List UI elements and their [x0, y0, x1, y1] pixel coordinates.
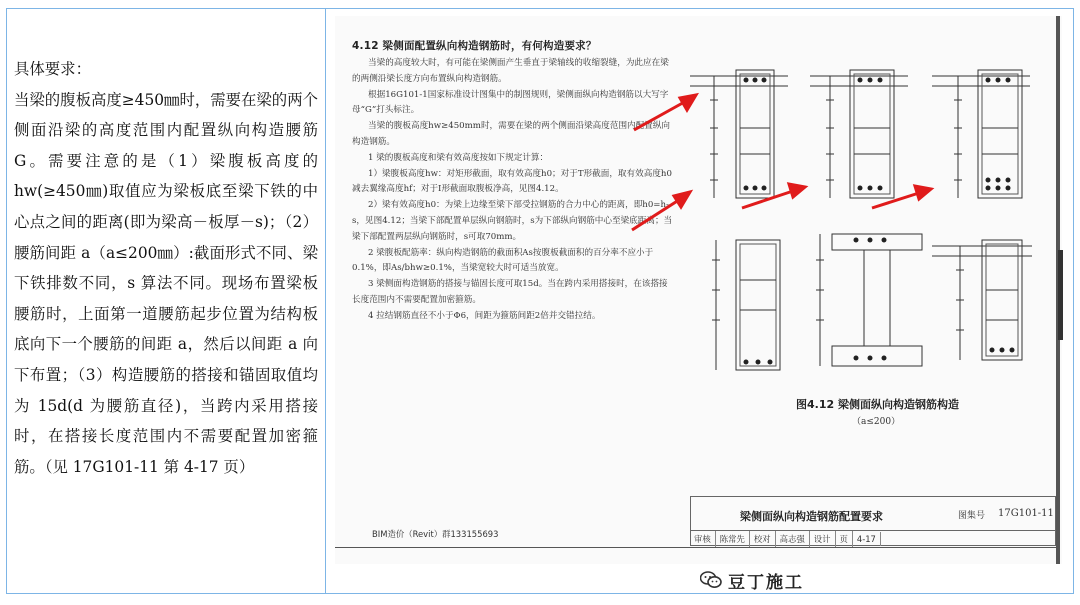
tb-cell: 陈常先 [716, 531, 750, 547]
scan-para-6: 2）梁有效高度h0：为梁上边缘至梁下部受拉钢筋的合力中心的距离，即h0=h-s，见图4.12；当梁下部配置单层纵向钢筋时，s为下部纵向钢筋中心至梁底距离；当梁下部配置两层纵向钢筋时，s可取70mm。 [352, 200, 673, 242]
requirements-heading: 具体要求： [14, 60, 91, 78]
watermark-text: 豆丁施工 [728, 572, 804, 593]
bim-group-note: BIM造价（Revit）群133155693 [372, 529, 499, 539]
section-4 [712, 240, 780, 370]
red-arrow-icon [634, 95, 696, 130]
section-3 [932, 70, 1030, 198]
scan-para-9: 4 拉结钢筋直径不小于Φ6，间距为箍筋间距2倍并交错拉结。 [368, 310, 601, 321]
title-block-title: 梁侧面纵向构造钢筋配置要求 [740, 510, 883, 523]
wechat-watermark [700, 565, 804, 595]
figure-caption: 图4.12 梁侧面纵向构造钢筋构造 [796, 398, 959, 411]
atlas-number-label: 图集号 [958, 511, 986, 521]
scan-para-1: 当梁的高度较大时，有可能在梁侧面产生垂直于梁轴线的收缩裂缝，为此应在梁的两侧沿梁长度方向布置纵向构造钢筋。 [352, 58, 669, 84]
page-bottom-rule [335, 547, 1060, 548]
tb-cell: 审核 [690, 531, 716, 547]
requirements-body: 当梁的腹板高度≥450㎜时，需要在梁的两个侧面沿梁的高度范围内配置纵向构造腰筋G。需要注意的是（1）梁腹板高度的 hw(≥450㎜)取值应为梁板底至梁下铁的中心点之间的距离(即为梁高－板厚－s)；（2）腰筋间距 a（a≤200㎜）:截面形式不同、梁下铁排数不同，s 算法不同。现场布置梁板腰筋时，上面第一道腰筋起步位置为结构板底向下一个腰筋的间距 a，然后以间距 a 向下布置；（3）构造腰筋的搭接和锚固取值均为 15d(d 为腰筋直径)，当跨内采用搭接时，在搭接长度范围内不需要配置加密箍筋。（见 17G101-11 第 4-17 页） [14, 90, 318, 476]
title-block-signature-row [690, 530, 1056, 547]
atlas-number: 17G101-11 [998, 508, 1054, 519]
red-arrow-icon [872, 186, 931, 208]
red-arrow-icon [632, 192, 690, 230]
scan-para-7: 2 梁腹板配筋率：纵向构造钢筋的截面积As按腹板截面积的百分率不应小于0.1%，即As/bhw≥0.1%，当梁宽较大时可适当放宽。 [352, 247, 654, 274]
scan-para-2: 根据16G101-1国家标准设计图集中的制图规则，梁侧面纵向构造钢筋以大写字母“G”打头标注。 [352, 89, 669, 116]
section-6 [932, 240, 1032, 360]
tb-cell: 4-17 [853, 532, 881, 546]
annotation-arrows [620, 86, 940, 236]
section-5-i-beam [816, 234, 922, 366]
tb-cell: 设计 [810, 531, 836, 547]
tb-cell: 校对 [750, 531, 776, 547]
question-title: 4.12 梁侧面配置纵向构造钢筋时，有何构造要求？ [352, 40, 597, 52]
scan-para-4: 1 梁的腹板高度和梁有效高度按如下规定计算： [368, 152, 549, 163]
scan-para-5: 1）梁腹板高度hw：对矩形截面，取有效高度h0；对于T形截面，取有效高度h0减去翼缘高度hf；对于I形截面取腹板净高，见图4.12。 [352, 168, 672, 195]
wechat-icon [700, 571, 722, 589]
tb-cell: 高志强 [776, 531, 810, 547]
scan-para-8: 3 梁侧面构造钢筋的搭接与锚固长度可取15d。当在跨内采用搭接时，在该搭接长度范围内不需要配置加密箍筋。 [352, 279, 668, 305]
tb-cell: 页 [836, 531, 853, 547]
figure-subcaption: （a≤200） [852, 417, 901, 427]
red-arrow-icon [742, 184, 805, 208]
requirements-text [14, 54, 318, 482]
scan-para-3: 当梁的腹板高度hw≥450mm时，需要在梁的两个侧面沿梁高度范围内配置纵向构造钢筋。 [352, 121, 671, 147]
